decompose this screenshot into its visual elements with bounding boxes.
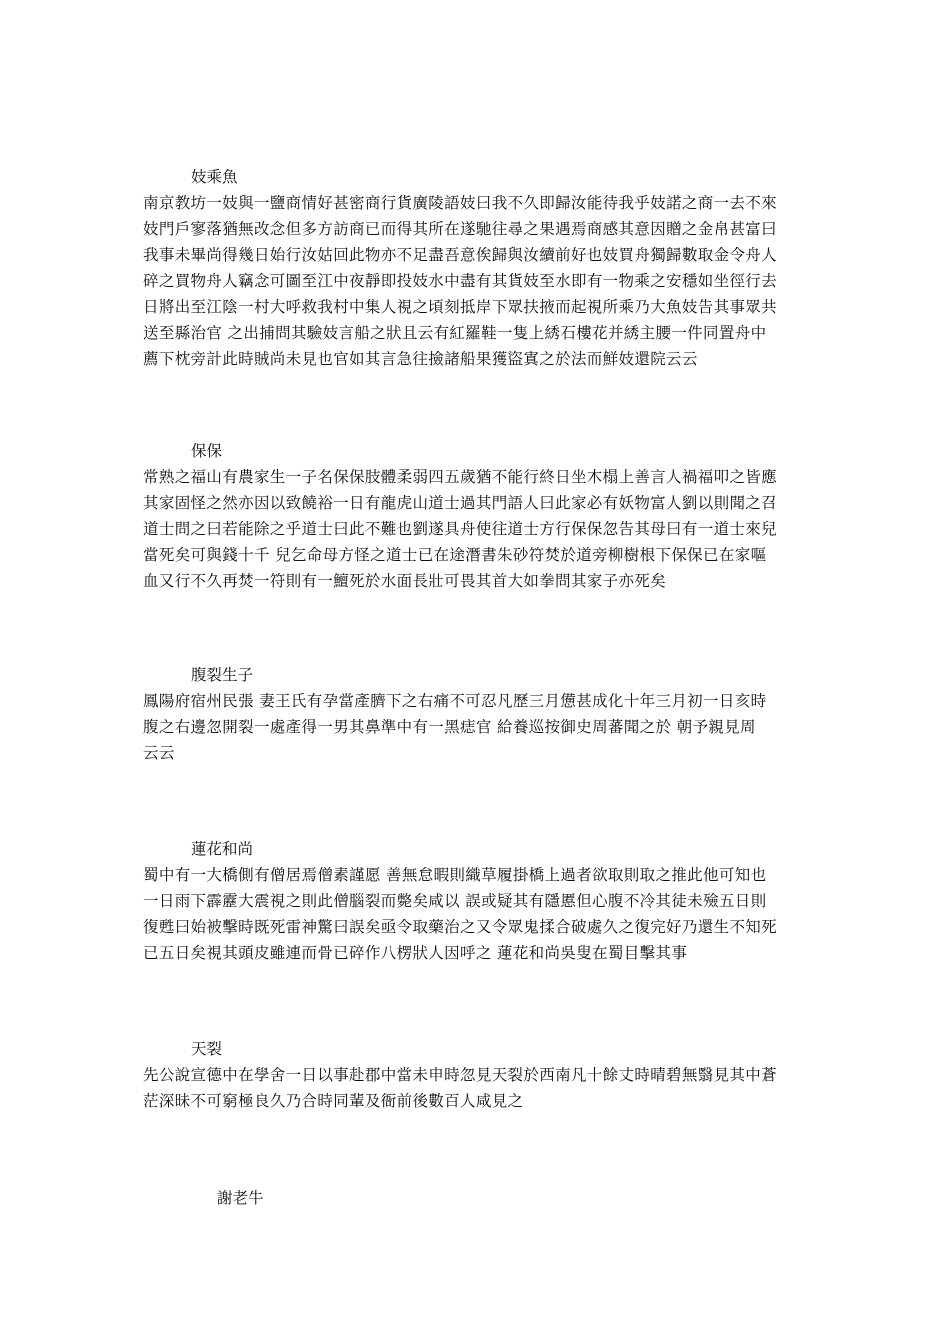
section-title: 保保 — [191, 442, 223, 460]
text-line: 云云 — [143, 744, 175, 762]
text-line: 腹之右邊忽開裂一處產得一男其鼻準中有一黑痣官 給養巡按御史周蕃聞之於 朝予親見周 — [143, 718, 756, 736]
text-line: 血又行不久再焚一符則有一鱣死於水面長壯可畏其首大如拳問其家子亦死矣 — [143, 572, 667, 590]
text-line: 常熟之福山有農家生一子名保保肢體柔弱四五歲猶不能行終日坐木榻上善言人禍福叩之皆應 — [143, 468, 778, 486]
section-tian-lie — [143, 1036, 815, 1114]
text-line: 妓門戶寥落猶無改念但多方訪商已而得其所在遂馳往尋之果遇焉商感其意因贈之金帛甚富曰 — [143, 220, 778, 238]
section-body — [143, 688, 815, 766]
text-line: 送至縣治官 之出捕問其驗妓言船之狀且云有紅羅鞋一隻上綉石樓花并綉主腰一件同置舟中 — [143, 324, 767, 342]
text-line: 先公說宣德中在學舍一日以事赴郡中當未申時忽見天裂於西南凡十餘丈時晴碧無翳見其中蒼 — [143, 1066, 778, 1084]
section-title: 蓮花和尚 — [191, 840, 254, 858]
section-ji-cheng-yu — [143, 164, 815, 372]
text-line: 我事未畢尚得幾日始行汝姑回此物亦不足盡吾意俟歸與汝續前好也妓買舟獨歸數取金令舟人 — [143, 246, 778, 264]
text-line: 已五日矣視其頭皮雖連而骨已碎作八楞狀人因呼之 蓮花和尚吳叟在蜀目擊其事 — [143, 944, 688, 962]
text-line: 道士問之曰若能除之乎道士曰此不難也劉遂具舟使往道士方行保保忽告其母曰有一道士來兒 — [143, 520, 778, 538]
text-line: 日將出至江陰一村大呼救我村中集人視之頃刻抵岸下眾扶掖而起視所乘乃大魚妓告其事眾共 — [143, 298, 778, 316]
text-line: 南京教坊一妓與一鹽商情好甚密商行貨廣陵語妓曰我不久即歸汝能待我乎妓諾之商一去不來 — [143, 194, 778, 212]
text-line: 薦下枕旁計此時賊尚未見也官如其言急往撿諸船果獲盜寘之於法而鮮妓還院云云 — [143, 350, 698, 368]
section-body — [143, 464, 815, 594]
section-title: 謝老牛 — [217, 1189, 264, 1207]
text-line: 一日雨下霹靂大震視之則此僧腦裂而斃矣咸以 誤或疑其有隱慝但心腹不冷其徒未殮五日則 — [143, 892, 767, 910]
section-title: 妓乘魚 — [191, 168, 238, 186]
section-lian-hua-he-shang — [143, 836, 815, 966]
text-line: 茫深昧不可窮極良久乃合時同輩及衙前後數百人咸見之 — [143, 1092, 524, 1110]
text-line: 碎之買物舟人竊念可圖至江中夜靜即投妓水中盡有其貨妓至水即有一物乘之安穩如坐徑行去 — [143, 272, 778, 290]
text-line: 蜀中有一大橋側有僧居焉僧素謹愿 善無怠暇則織草履掛橋上過者欲取則取之推此他可知也 — [143, 866, 767, 884]
text-line: 鳳陽府宿州民張 妻王氏有孕當產臍下之右痛不可忍凡歷三月憊甚成化十年三月初一日亥時 — [143, 692, 767, 710]
text-line: 其家固怪之然亦因以致饒裕一日有龍虎山道士過其門語人曰此家必有妖物富人劉以則聞之召 — [143, 494, 778, 512]
text-line: 當死矣可與錢十千 兒乞命母方怪之道士已在途潛書朱砂符焚於道旁柳樹根下保保已在家嘔 — [143, 546, 767, 564]
text-line: 復甦曰始被擊時既死雷神驚曰誤矣亟令取藥治之又令眾鬼揉合破處久之復完好乃還生不知死 — [143, 918, 778, 936]
section-xie-lao-niu — [143, 1185, 815, 1211]
section-bao-bao — [143, 438, 815, 594]
section-title: 天裂 — [191, 1040, 223, 1058]
section-title: 腹裂生子 — [191, 666, 254, 684]
section-body — [143, 1062, 815, 1114]
section-body — [143, 862, 815, 966]
section-fu-lie-sheng-zi — [143, 662, 815, 766]
section-body — [143, 190, 815, 372]
